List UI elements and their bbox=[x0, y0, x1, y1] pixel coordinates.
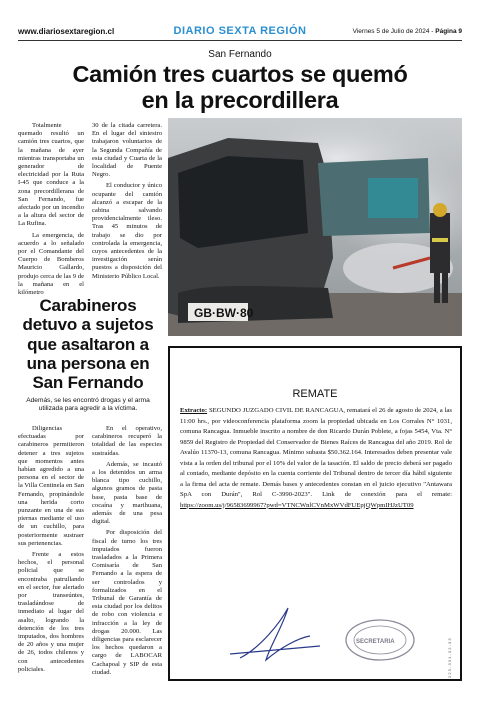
article1-col2-para: El conductor y único ocupante del camión alcanzó a escapar de la cabina salvando providencialmente ileso. Tras 45 minutos de trabajo se dio por controlada la emergencia, cuyos antecedentes de la investigación serán puestos a disposición del Ministerio Público Local. bbox=[92, 182, 162, 280]
remate-body-text: SEGUNDO JUZGADO CIVIL DE RANCAGUA, rematará el 26 de agosto de 2024, a las 11:00 hrs., por videoconferencia plataforma zoom la propiedad ubicada en Los Corrales N° 1031, comuna Rancagua. Inmueble inscrito a nombre de don Ricardo Durán Poblete, a fojas 5454, Vta. N° 9859 del Registro de Propiedad del Conservador de Bienes Raíces de Rancagua del año 2019. Rol de Avalúo 11370-13, comuna Rancagua. Mínimo subasta $50.362.164. Interesados deben presentar vale vista a la orden del tribunal por el 10% del valor de la tasación. El saldo de precio deberá ser pagado al contado, mediante depósito en la cuenta corriente del Tribunal dentro de tercer día hábil siguiente a la firma del acta de remate. Demás bases y antecedentes constan en el juicio ejecutivo "Antawara SpA con Durán", Rol C-3990-2023". Link de conexión para el remate: bbox=[180, 407, 452, 498]
remate-body bbox=[180, 406, 452, 511]
article2-col1-para: Frente a estos hechos, el personal policial que se encontraba patrullando en el sector, fue alertado por transeúntes, trasladándose de inmediato al lugar del asalto, logrando la detención de los tres imputados, dos hombres de 20 años y una mujer de 26, todos chilenos y con antecedentes policiales. bbox=[18, 551, 84, 673]
seal-text: SECRETARIA bbox=[356, 639, 395, 645]
article2-col2-para: Además, se incautó a los detenidos un arma blanca tipo cuchillo, algunos gramos de pasta base, pasta base de cocaína y marihuana, además de una pesa digital. bbox=[92, 460, 162, 526]
firefighter-figure bbox=[430, 213, 450, 273]
article1-headline bbox=[20, 61, 460, 113]
article2-col2-para: En el operativo, carabineros recuperó la totalidad de las especies sustraídas. bbox=[92, 425, 162, 457]
newspaper-name: DIARIO SEXTA REGIÓN bbox=[173, 25, 307, 37]
remate-title: REMATE bbox=[292, 388, 338, 400]
license-plate-text: GB·BW·80 bbox=[194, 306, 254, 320]
article1-col2-para: 30 de la citada carretera. En el lugar del siniestro trabajaron voluntarios de la Segunda Compañía de esta ciudad y Cuarta de la localidad de Puente Negro. bbox=[92, 122, 162, 179]
article1-headline-line2: en la precordillera bbox=[141, 87, 339, 113]
truck-fire-illustration bbox=[168, 118, 462, 336]
article2-col2-para: Por disposición del fiscal de turno los tres imputados fueron trasladados a la Primera Comisaría de San Fernando a la espera de ser controlados y formalizados en el Tribunal de Garantía de esta ciudad por los delitos de robo con violencia e infracción a la ley de drogas 20.000. Las diligencias para esclarecer los hechos quedaron a cargo de LABOCAR Cachapoal y SIP de esta ciudad. bbox=[92, 529, 162, 676]
page-number: Página 9 bbox=[435, 27, 462, 35]
article2-column-1 bbox=[18, 425, 84, 677]
article1-kicker: San Fernando bbox=[208, 49, 272, 60]
article2-headline-line: Carabineros bbox=[39, 296, 137, 315]
article2-headline-line: una persona en bbox=[26, 353, 150, 373]
article2-headline bbox=[18, 296, 158, 392]
website-url[interactable]: www.diariosextaregion.cl bbox=[18, 26, 115, 36]
signature-icon bbox=[230, 608, 320, 660]
article2-headline-line: detuvo a sujetos bbox=[22, 315, 154, 335]
article2-col1-para: Diligencias efectuadas por carabineros permitieron detener a tres sujetos que momentos antes habían agredido a una persona en el sector de la Villa Centinela en San Fernando, propinándole una herida corto punzante en una de sus piernas mediante el uso de un cuchillo, para posteriormente sustraer sus pertenencias. bbox=[18, 425, 84, 547]
article1-col1-para: Totalmente quemado resultó un camión tres cuartos, que la mañana de ayer mientras transportaba un generador de electricidad por la Ruta I-45 que conduce a la zona precordillerana de San Fernando, fue afectado por un incendio a la altura del sector de La Rufina. bbox=[18, 122, 84, 228]
page-header bbox=[18, 24, 462, 38]
article2-headline-line: San Fernando bbox=[32, 373, 144, 393]
article2-column-2 bbox=[92, 425, 162, 680]
issue-date bbox=[312, 28, 462, 35]
remate-extract-label: Extracto: bbox=[180, 407, 208, 414]
article1-column-1 bbox=[18, 122, 84, 300]
date-text: Viernes 5 de Julio de 2024 - bbox=[352, 27, 434, 35]
article1-col1-para: La emergencia, de acuerdo a lo señalado por el Comandante del Cuerpo de Bomberos Mauricio Gallardo, produjo cerca de las 9 de la mañana en el kilómetro bbox=[18, 231, 84, 297]
article2-headline-line: que asaltaron a bbox=[27, 334, 149, 354]
side-code: 2 2 3 - 3 3 1 - 3 2 - 3 3 bbox=[447, 638, 452, 678]
article1-column-2 bbox=[92, 122, 162, 284]
court-seal-icon bbox=[346, 620, 414, 660]
signature-and-stamp bbox=[170, 588, 460, 678]
header-rule bbox=[18, 40, 462, 41]
truck-fire-photo bbox=[168, 118, 462, 336]
remate-zoom-link[interactable]: https://zoom.us/j/96583699967?pwd=VTNCWnlCVnMxWVdFUEpjQWpmIHJzUT09 bbox=[180, 501, 414, 509]
remate-notice bbox=[168, 346, 462, 681]
article1-headline-line1: Camión tres cuartos se quemó bbox=[72, 61, 408, 87]
article2-subheadline: Además, se les encontró drogas y el arma utilizada para agredir a la víctima. bbox=[26, 397, 150, 412]
